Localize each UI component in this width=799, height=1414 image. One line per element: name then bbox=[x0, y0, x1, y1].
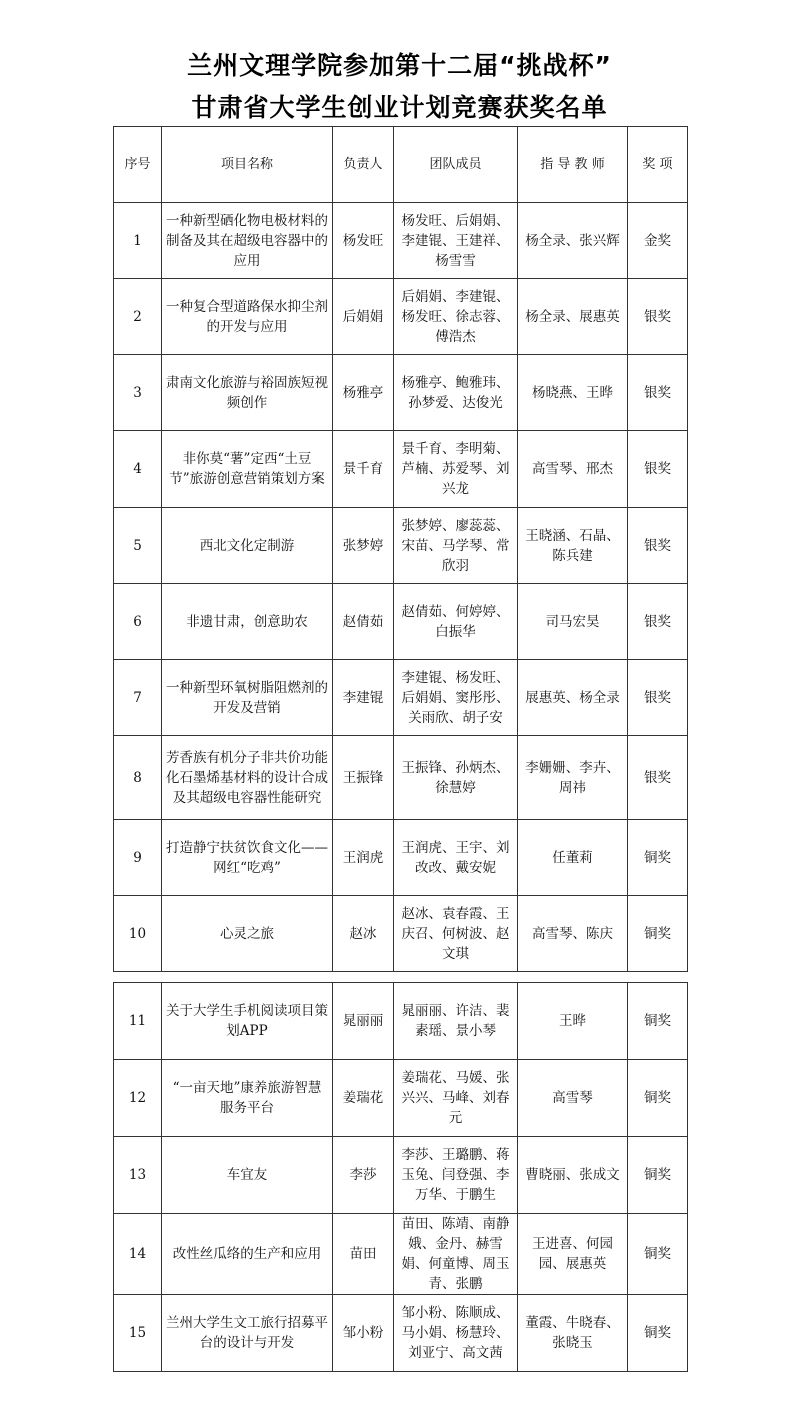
cell-advisors: 李姗姗、李卉、周祎 bbox=[518, 736, 628, 820]
cell-project: 心灵之旅 bbox=[162, 896, 333, 972]
header-award: 奖 项 bbox=[628, 127, 688, 203]
cell-advisors: 高雪琴、陈庆 bbox=[518, 896, 628, 972]
cell-leader: 后娟娟 bbox=[333, 279, 394, 355]
cell-index: 12 bbox=[114, 1060, 162, 1137]
cell-leader: 李莎 bbox=[333, 1137, 394, 1214]
cell-leader: 张梦婷 bbox=[333, 508, 394, 584]
header-members: 团队成员 bbox=[394, 127, 518, 203]
cell-project: 改性丝瓜络的生产和应用 bbox=[162, 1214, 333, 1295]
cell-members: 李莎、王璐鹏、蒋玉兔、闫登强、李万华、于鹏生 bbox=[394, 1137, 518, 1214]
cell-leader: 杨发旺 bbox=[333, 203, 394, 279]
cell-award: 铜奖 bbox=[628, 983, 688, 1060]
cell-index: 7 bbox=[114, 660, 162, 736]
cell-project: 非你莫“薯”定西“土豆节”旅游创意营销策划方案 bbox=[162, 431, 333, 508]
page-title: 兰州文理学院参加第十二届“挑战杯” bbox=[187, 51, 612, 80]
table-row bbox=[114, 820, 688, 896]
cell-advisors: 任董莉 bbox=[518, 820, 628, 896]
cell-award: 铜奖 bbox=[628, 1295, 688, 1372]
cell-award: 银奖 bbox=[628, 584, 688, 660]
cell-project: 兰州大学生文工旅行招募平台的设计与开发 bbox=[162, 1295, 333, 1372]
awards-table-part-2 bbox=[113, 982, 688, 1372]
cell-award: 金奖 bbox=[628, 203, 688, 279]
cell-leader: 邹小粉 bbox=[333, 1295, 394, 1372]
table-row bbox=[114, 355, 688, 431]
cell-members: 张梦婷、廖蕊蕊、宋苗、马学琴、常欣羽 bbox=[394, 508, 518, 584]
cell-leader: 赵冰 bbox=[333, 896, 394, 972]
cell-project: 打造静宁扶贫饮食文化——网红“吃鸡” bbox=[162, 820, 333, 896]
cell-leader: 苗田 bbox=[333, 1214, 394, 1295]
header-advisors: 指 导 教 师 bbox=[518, 127, 628, 203]
cell-project: 一种复合型道路保水抑尘剂的开发与应用 bbox=[162, 279, 333, 355]
cell-members: 邹小粉、陈顺成、马小娟、杨慧玲、刘亚宁、高文茜 bbox=[394, 1295, 518, 1372]
cell-members: 后娟娟、李建锟、杨发旺、徐志蓉、傅浩杰 bbox=[394, 279, 518, 355]
cell-project: 一种新型环氧树脂阻燃剂的开发及营销 bbox=[162, 660, 333, 736]
cell-index: 15 bbox=[114, 1295, 162, 1372]
header-leader: 负责人 bbox=[333, 127, 394, 203]
cell-project: 非遗甘肃，创意助农 bbox=[162, 584, 333, 660]
table-row bbox=[114, 736, 688, 820]
cell-award: 铜奖 bbox=[628, 1137, 688, 1214]
cell-advisors: 王进喜、何园园、展惠英 bbox=[518, 1214, 628, 1295]
cell-members: 王润虎、王宇、刘改改、戴安妮 bbox=[394, 820, 518, 896]
header-project: 项目名称 bbox=[162, 127, 333, 203]
cell-award: 银奖 bbox=[628, 660, 688, 736]
cell-award: 银奖 bbox=[628, 355, 688, 431]
cell-members: 杨雅亭、鲍雅玮、孙梦爱、达俊光 bbox=[394, 355, 518, 431]
cell-leader: 赵倩茹 bbox=[333, 584, 394, 660]
table-row bbox=[114, 1214, 688, 1295]
cell-index: 10 bbox=[114, 896, 162, 972]
cell-project: 车宜友 bbox=[162, 1137, 333, 1214]
table-row bbox=[114, 584, 688, 660]
cell-index: 13 bbox=[114, 1137, 162, 1214]
cell-leader: 王振锋 bbox=[333, 736, 394, 820]
table-row bbox=[114, 508, 688, 584]
cell-leader: 杨雅亭 bbox=[333, 355, 394, 431]
cell-project: 一种新型硒化物电极材料的制备及其在超级电容器中的应用 bbox=[162, 203, 333, 279]
cell-members: 赵倩茹、何婷婷、白振华 bbox=[394, 584, 518, 660]
table-row bbox=[114, 203, 688, 279]
cell-leader: 王润虎 bbox=[333, 820, 394, 896]
cell-index: 14 bbox=[114, 1214, 162, 1295]
page-subtitle: 甘肃省大学生创业计划竞赛获奖名单 bbox=[191, 93, 608, 122]
cell-advisors: 董霞、牛晓春、张晓玉 bbox=[518, 1295, 628, 1372]
cell-advisors: 展惠英、杨全录 bbox=[518, 660, 628, 736]
table-row bbox=[114, 660, 688, 736]
awards-table-part-1 bbox=[113, 126, 688, 972]
cell-members: 王振锋、孙炳杰、徐慧婷 bbox=[394, 736, 518, 820]
table-row bbox=[114, 896, 688, 972]
cell-award: 铜奖 bbox=[628, 820, 688, 896]
cell-index: 3 bbox=[114, 355, 162, 431]
cell-advisors: 杨全录、展惠英 bbox=[518, 279, 628, 355]
cell-index: 5 bbox=[114, 508, 162, 584]
cell-award: 银奖 bbox=[628, 431, 688, 508]
cell-project: 关于大学生手机阅读项目策划APP bbox=[162, 983, 333, 1060]
cell-award: 银奖 bbox=[628, 736, 688, 820]
cell-advisors: 王晔 bbox=[518, 983, 628, 1060]
cell-advisors: 高雪琴 bbox=[518, 1060, 628, 1137]
cell-project: 芳香族有机分子非共价功能化石墨烯基材料的设计合成及其超级电容器性能研究 bbox=[162, 736, 333, 820]
header-index: 序号 bbox=[114, 127, 162, 203]
cell-members: 苗田、陈靖、南静娥、金丹、赫雪娟、何童博、周玉青、张鹏 bbox=[394, 1214, 518, 1295]
cell-leader: 李建锟 bbox=[333, 660, 394, 736]
cell-index: 4 bbox=[114, 431, 162, 508]
table-row bbox=[114, 1295, 688, 1372]
cell-index: 9 bbox=[114, 820, 162, 896]
cell-index: 2 bbox=[114, 279, 162, 355]
cell-award: 银奖 bbox=[628, 279, 688, 355]
cell-members: 杨发旺、后娟娟、李建锟、王建祥、杨雪雪 bbox=[394, 203, 518, 279]
table-header-row bbox=[114, 127, 688, 203]
cell-members: 李建锟、杨发旺、后娟娟、窦彤彤、关雨欣、胡子安 bbox=[394, 660, 518, 736]
cell-leader: 晁丽丽 bbox=[333, 983, 394, 1060]
cell-members: 晁丽丽、许洁、裴素瑶、景小琴 bbox=[394, 983, 518, 1060]
cell-index: 6 bbox=[114, 584, 162, 660]
cell-members: 姜瑞花、马媛、张兴兴、马峰、刘春元 bbox=[394, 1060, 518, 1137]
table-row bbox=[114, 983, 688, 1060]
cell-advisors: 曹晓丽、张成文 bbox=[518, 1137, 628, 1214]
cell-project: 西北文化定制游 bbox=[162, 508, 333, 584]
cell-project: “一亩天地”康养旅游智慧服务平台 bbox=[162, 1060, 333, 1137]
cell-award: 铜奖 bbox=[628, 1060, 688, 1137]
cell-members: 景千育、李明菊、芦楠、苏爱琴、刘兴龙 bbox=[394, 431, 518, 508]
cell-index: 1 bbox=[114, 203, 162, 279]
cell-advisors: 杨全录、张兴辉 bbox=[518, 203, 628, 279]
cell-award: 银奖 bbox=[628, 508, 688, 584]
cell-advisors: 杨晓燕、王晔 bbox=[518, 355, 628, 431]
cell-advisors: 司马宏昊 bbox=[518, 584, 628, 660]
cell-project: 肃南文化旅游与裕固族短视频创作 bbox=[162, 355, 333, 431]
table-row bbox=[114, 431, 688, 508]
cell-advisors: 王晓涵、石晶、陈兵建 bbox=[518, 508, 628, 584]
cell-index: 11 bbox=[114, 983, 162, 1060]
cell-leader: 姜瑞花 bbox=[333, 1060, 394, 1137]
table-row bbox=[114, 1060, 688, 1137]
table-row bbox=[114, 1137, 688, 1214]
cell-award: 铜奖 bbox=[628, 896, 688, 972]
table-row bbox=[114, 279, 688, 355]
cell-advisors: 高雪琴、邢杰 bbox=[518, 431, 628, 508]
cell-leader: 景千育 bbox=[333, 431, 394, 508]
cell-award: 铜奖 bbox=[628, 1214, 688, 1295]
cell-index: 8 bbox=[114, 736, 162, 820]
cell-members: 赵冰、袁春霞、王庆召、何树波、赵文琪 bbox=[394, 896, 518, 972]
